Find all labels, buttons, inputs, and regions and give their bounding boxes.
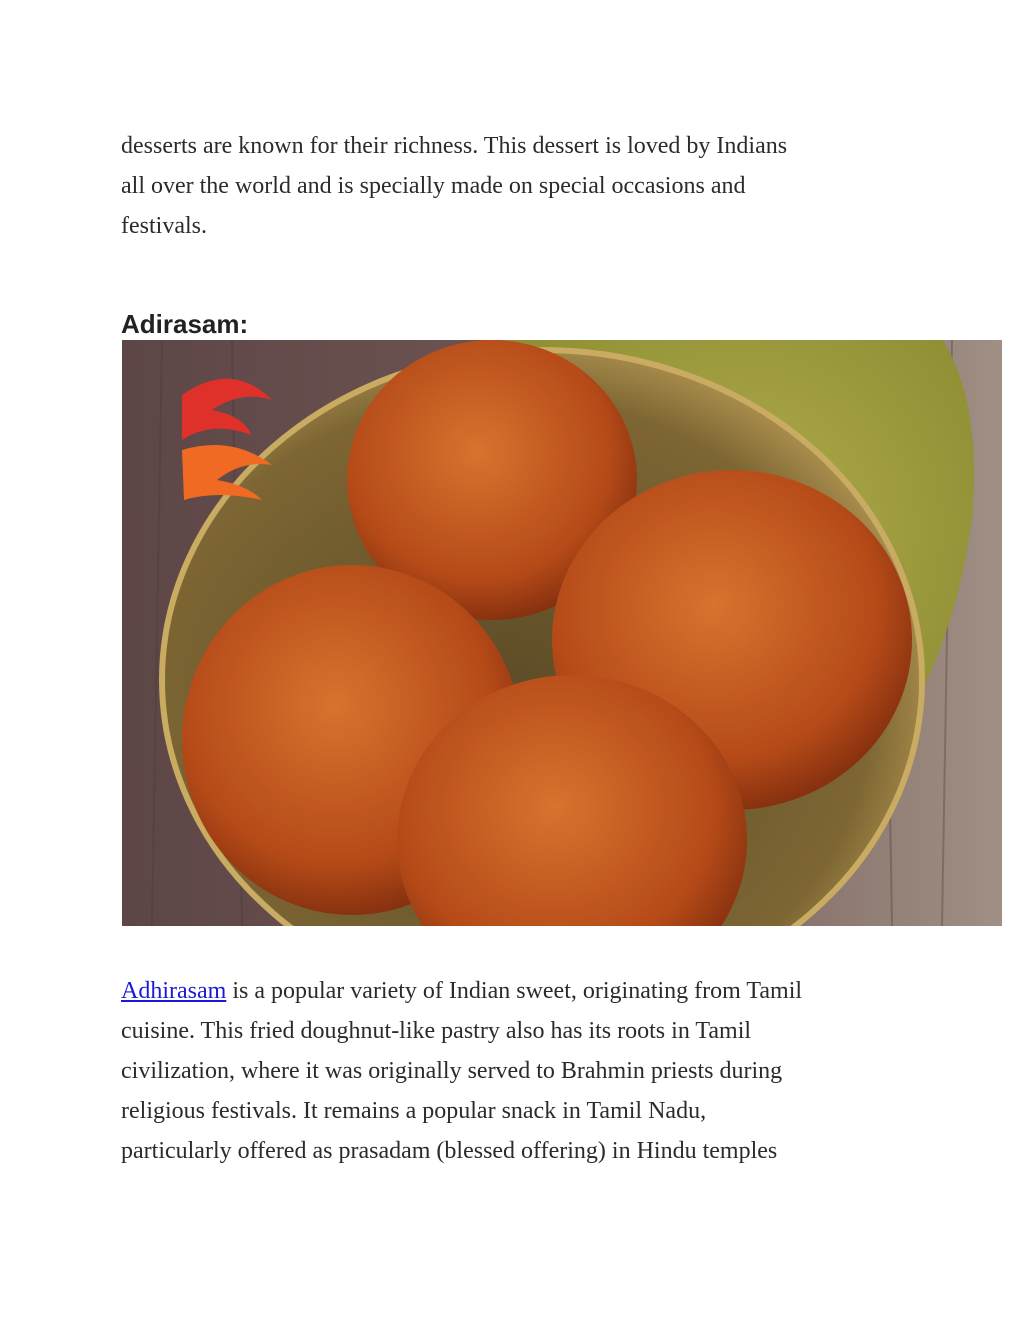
intro-line: all over the world and is specially made on special occasions and — [121, 173, 746, 199]
body-line: particularly offered as prasadam (blessed offering) in Hindu temples — [121, 1138, 778, 1164]
adirasam-photo — [122, 340, 1002, 926]
body-line: civilization, where it was originally served to Brahmin priests during — [121, 1058, 783, 1084]
adirasam-paragraph — [121, 971, 921, 1171]
intro-line: festivals. — [121, 213, 207, 239]
body-line: religious festivals. It remains a popular snack in Tamil Nadu, — [121, 1098, 707, 1124]
section-heading: Adirasam: — [121, 309, 249, 339]
body-line — [121, 971, 921, 1011]
body-line: cuisine. This fried doughnut-like pastry also has its roots in Tamil — [121, 1018, 752, 1044]
intro-paragraph — [121, 126, 921, 246]
intro-line: desserts are known for their richness. This dessert is loved by Indians — [121, 133, 788, 159]
adhirasam-link[interactable]: Adhirasam — [121, 978, 227, 1004]
body-line-rest: is a popular variety of Indian sweet, originating from Tamil — [226, 978, 803, 1004]
